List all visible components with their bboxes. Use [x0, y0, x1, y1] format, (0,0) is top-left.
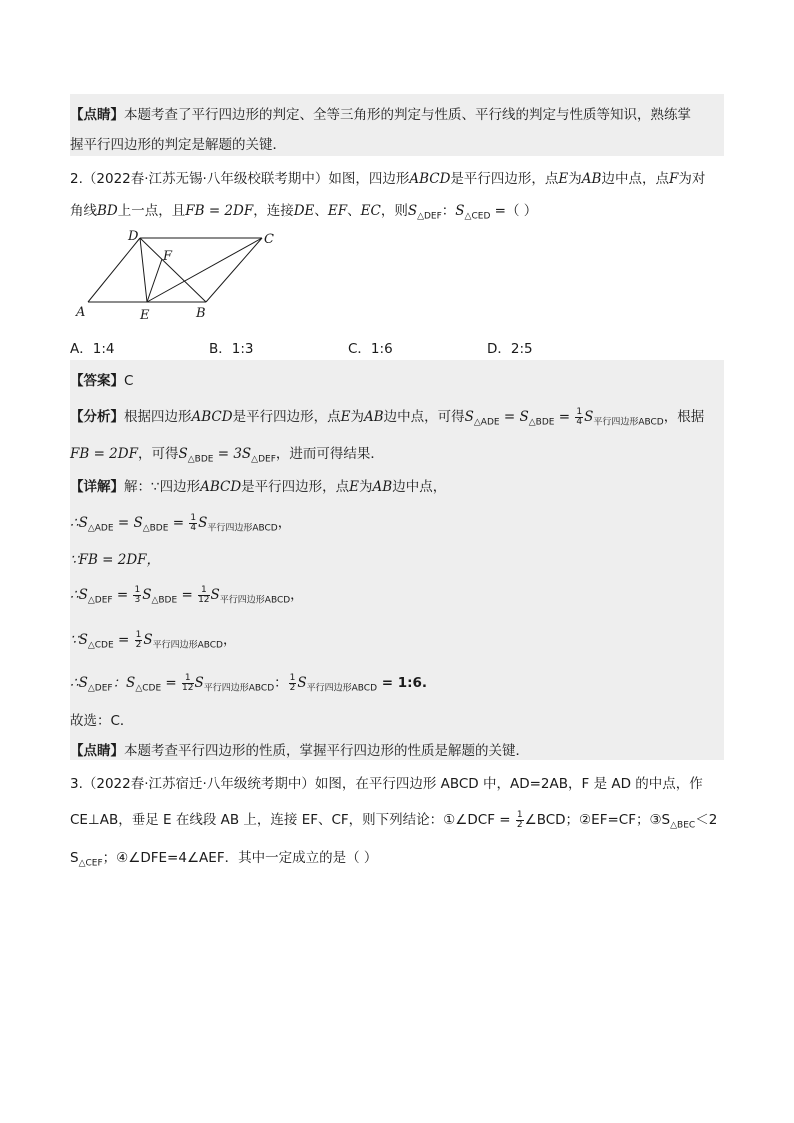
parallelogram-figure: [70, 228, 290, 324]
note-tag: 【点睛】: [70, 107, 124, 123]
segment-ef: [147, 259, 162, 302]
choice-c[interactable]: C．1:6: [348, 341, 393, 357]
fraction: $\frac{1}{2}$: [135, 629, 142, 650]
fraction: $\frac{1}{4}$: [576, 406, 583, 427]
fraction: $\frac{1}{12}$: [182, 672, 194, 693]
note-line-3: 【点睛】本题考查平行四边形的性质，掌握平行四边形的性质是解题的关键．: [70, 743, 529, 759]
question-2-line-1: 2.（2022春·江苏无锡·八年级校联考期中）如图，四边形ABCD是平行四边形，点E为AB边中点，点F为对: [70, 171, 706, 187]
detail-line-7: 故选：C．: [70, 713, 134, 729]
label-d: D: [128, 229, 139, 244]
label-b: B: [196, 306, 206, 321]
segment-bc: [206, 238, 262, 302]
segment-ec: [147, 238, 262, 302]
segment-da: [88, 238, 140, 302]
question-3-line-1: 3.（2022春·江苏宿迁·八年级统考期中）如图，在平行四边形 ABCD 中，AD=2AB，F 是 AD 的中点，作: [70, 776, 703, 792]
fraction: $\frac{1}{2}$: [289, 672, 296, 693]
analysis-line-2: FB = 2DF，可得$S_{\triangle BDE} = 3S_{\triangle DEF}$，进而可得结果．: [70, 446, 384, 465]
detail-line-3: ∵FB = 2DF，: [70, 552, 161, 568]
answer-line: 【答案】C: [70, 373, 134, 389]
detail-line-1: 【详解】解：∵四边形ABCD是平行四边形，点E为AB边中点，: [70, 479, 447, 495]
choice-d[interactable]: D．2:5: [487, 341, 533, 357]
question-3-line-3: $S_{\triangle CEF}$；④∠DFE=4∠AEF．其中一定成立的是（ ）: [70, 850, 378, 869]
fraction: $\frac{1}{4}$: [190, 512, 197, 533]
question-3-line-2: CE⊥AB，垂足 E 在线段 AB 上，连接 EF、CF，则下列结论：①∠DCF = $\frac{1}{2}$ ∠BCD；②EF=CF；$③S_{\triangle BEC}<2$: [70, 809, 718, 831]
question-2-line-2: 角线BD上一点，且FB = 2DF，连接DE、EF、EC，则$S_{\triangle DEF}$：$S_{\triangle CED}$ =（ ）: [70, 203, 538, 222]
label-a: A: [76, 305, 86, 320]
fraction: $\frac{1}{3}$: [134, 584, 141, 605]
detail-line-5: $\because S_{\triangle CDE}$ = $\frac{1}{2}$ $S_{平行四边形ABCD}$，: [70, 629, 237, 651]
label-e: E: [140, 308, 150, 323]
choice-b[interactable]: B．1:3: [209, 341, 254, 357]
answer-value: C: [124, 373, 134, 389]
segment-de: [140, 238, 147, 302]
note-line-1: 【点睛】本题考查了平行四边形的判定、全等三角形的判定与性质、平行线的判定与性质等知识，熟练掌: [70, 107, 691, 123]
fraction: $\frac{1}{12}$: [198, 584, 210, 605]
detail-line-6: $\therefore S_{\triangle DEF}$：$S_{\triangle CDE}$ = $\frac{1}{12}$ $S_{平行四边形ABCD}$： $\frac{1}{2}$ $S_{平行四边形ABCD}$ = 1:6.: [70, 672, 428, 694]
detail-line-2: $\therefore S_{\triangle ADE} = S_{\triangle BDE}$ = $\frac{1}{4}$ $S_{平行四边形ABCD}$，: [70, 512, 292, 534]
fraction: $\frac{1}{2}$: [516, 809, 523, 830]
label-c: C: [264, 232, 274, 247]
label-f: F: [163, 249, 173, 264]
detail-line-4: $\therefore S_{\triangle DEF}$ = $\frac{1}{3}$ $S_{\triangle BDE}$ = $\frac{1}{12}$ $S_{平行四边形ABCD}$，: [70, 584, 304, 606]
choice-a[interactable]: A．1:4: [70, 341, 115, 357]
note-line-2: 握平行四边形的判定是解题的关键．: [70, 137, 286, 153]
analysis-line-1: 【分析】根据四边形ABCD是平行四边形，点E为AB边中点，可得$S_{\triangle ADE} = S_{\triangle BDE}$ = $\frac{1}{4}$ $S_{平行四边形ABCD}$，根据: [70, 406, 705, 428]
answer-choices: [70, 337, 724, 357]
